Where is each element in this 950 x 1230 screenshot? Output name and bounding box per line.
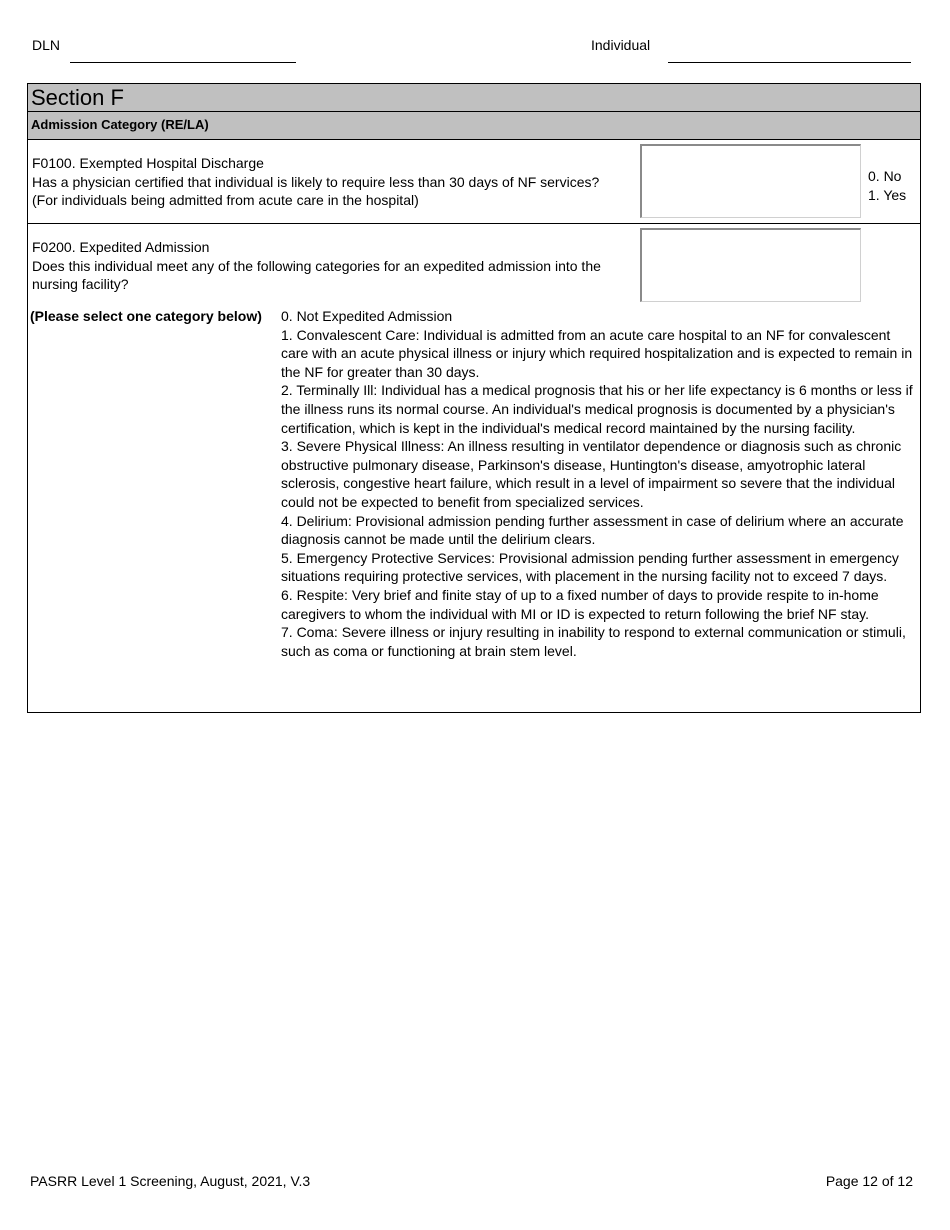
section-f-form <box>27 83 921 713</box>
dln-input[interactable] <box>70 40 300 60</box>
category-item-3: 3. Severe Physical Illness: An illness resulting in ventilator dependence or diagnosis such as chronic obstructive pulmonary disease, Parkinson's disease, Huntington's disease, amyotrophic lateral sclerosis, congestive heart failure, which result in a level of impairment so severe that the individual could not be expected to benefit from specialized services. <box>281 438 902 510</box>
f0100-answer-input[interactable] <box>640 144 861 218</box>
category-item-7: 7. Coma: Severe illness or injury resulting in inability to respond to external communication or stimuli, such as coma or functioning at brain stem level. <box>281 624 906 659</box>
individual-input[interactable] <box>668 40 915 60</box>
individual-label: Individual <box>591 37 651 53</box>
f0100-question-block <box>32 154 632 210</box>
category-item-6: 6. Respite: Very brief and finite stay of up to a fixed number of days to provide respite to in-home caregivers to whom the individual with MI or ID is expected to return following the brief NF stay. <box>281 586 879 622</box>
f0100-question: Has a physician certified that individual is likely to require less than 30 days of NF services? <box>32 173 600 190</box>
f0200-question: Does this individual meet any of the following categories for an expedited admission into the nursing facility? <box>32 257 601 292</box>
individual-underline <box>668 62 911 63</box>
category-item-5: 5. Emergency Protective Services: Provisional admission pending further assessment in emergency situations requiring protective services, with placement in the nursing facility not to exceed 7 days. <box>281 549 899 585</box>
category-item-2: 2. Terminally Ill: Individual has a medical prognosis that his or her life expectancy is 6 months or less if the illness runs its normal course. An individual's medical prognosis is documented by a physician's certification, which is kept in the individual's medical record maintained by the nursing facility. <box>281 382 913 436</box>
f0200-answer-input[interactable] <box>640 228 861 302</box>
f0100-option-no: 0. No <box>868 168 902 184</box>
f0200-select-label: (Please select one category below) <box>30 308 262 324</box>
category-item-4: 4. Delirium: Provisional admission pending further assessment in case of delirium where an accurate diagnosis cannot be made until the delirium clears. <box>281 512 904 548</box>
f0100-option-yes: 1. Yes <box>868 186 907 203</box>
f0200-question-block <box>32 238 638 294</box>
dln-underline <box>70 62 296 63</box>
f0100-title: F0100. Exempted Hospital Discharge <box>32 155 264 171</box>
footer-form-name: PASRR Level 1 Screening, August, 2021, V.3 <box>30 1173 311 1189</box>
f0100-options <box>868 167 906 204</box>
f0100-note: (For individuals being admitted from acute care in the hospital) <box>32 192 419 208</box>
footer-page-number: Page 12 of 12 <box>825 1173 913 1189</box>
f0200-row <box>28 224 920 712</box>
category-item-1: 1. Convalescent Care: Individual is admitted from an acute care hospital to an NF for convalescent care with an acute physical illness or injury which required hospitalization and is expected to remain in the NF for greater than 30 days. <box>281 326 913 380</box>
f0200-title: F0200. Expedited Admission <box>32 239 210 255</box>
section-title: Section F <box>28 84 920 112</box>
section-subtitle: Admission Category (RE/LA) <box>28 112 920 140</box>
f0200-category-list <box>281 307 913 660</box>
dln-label: DLN <box>32 37 61 53</box>
f0100-row <box>28 140 920 224</box>
category-item-0: 0. Not Expedited Admission <box>281 308 453 324</box>
